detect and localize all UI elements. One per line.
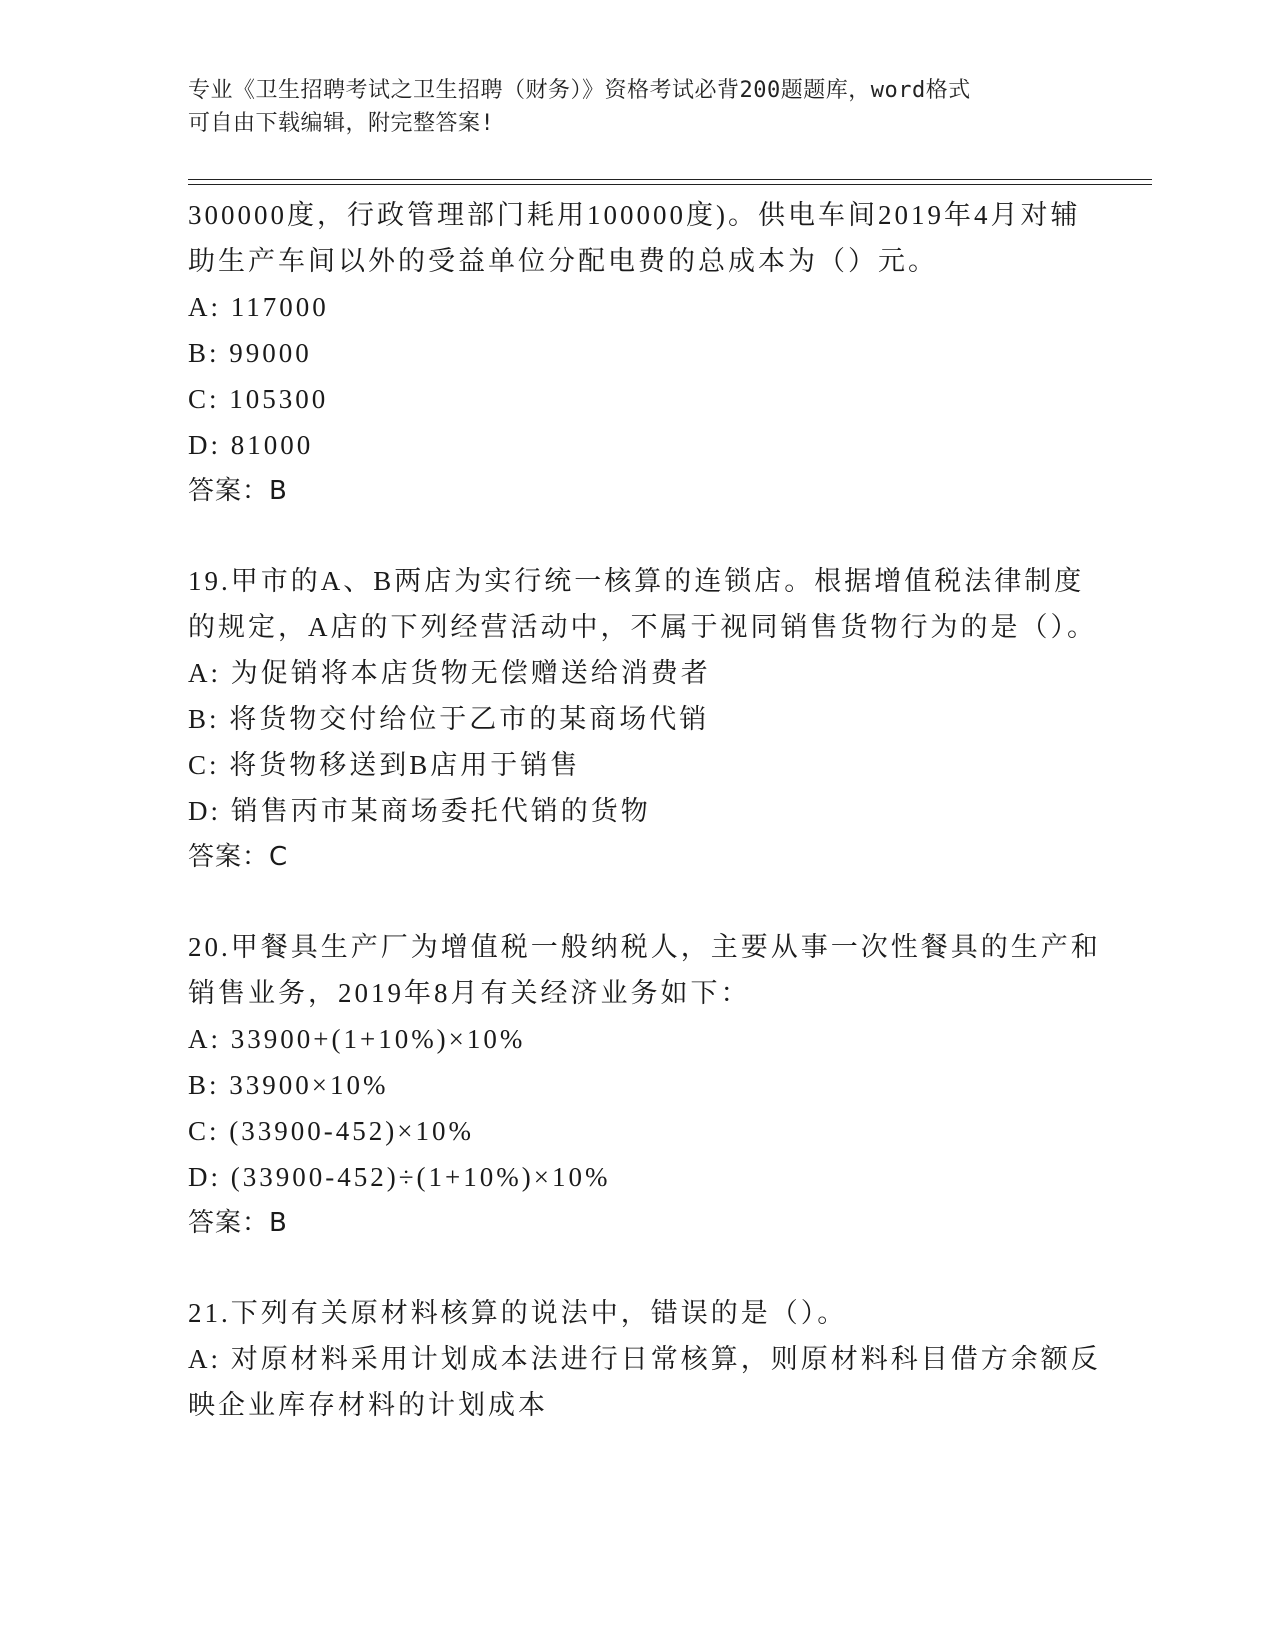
option-d: D: 销售丙市某商场委托代销的货物 — [188, 796, 651, 826]
answer: 答案：B — [188, 476, 288, 506]
question-text: 20.甲餐具生产厂为增值税一般纳税人，主要从事一次性餐具的生产和 — [188, 932, 1101, 962]
document-body — [188, 192, 1101, 1428]
header-line-1: 专业《卫生招聘考试之卫生招聘（财务）》资格考试必背200题题库，word格式 — [188, 78, 971, 103]
question-21 — [188, 1290, 1101, 1428]
question-text: 300000度，行政管理部门耗用100000度)。供电车间2019年4月对辅 — [188, 200, 1081, 230]
header-divider-top — [188, 179, 1152, 180]
option-c: C: 将货物移送到B店用于销售 — [188, 750, 581, 780]
option-d: D: 81000 — [188, 430, 314, 460]
option-d: D: (33900-452)÷(1+10%)×10% — [188, 1162, 611, 1192]
option-a: A: 为促销将本店货物无偿赠送给消费者 — [188, 658, 711, 688]
question-text: 助生产车间以外的受益单位分配电费的总成本为（）元。 — [188, 246, 938, 276]
question-text: 的规定，A店的下列经营活动中，不属于视同销售货物行为的是（）。 — [188, 612, 1097, 642]
option-c: C: (33900-452)×10% — [188, 1116, 474, 1146]
question-20 — [188, 924, 1101, 1246]
option-a-continued: 映企业库存材料的计划成本 — [188, 1390, 548, 1420]
document-header — [188, 74, 1088, 140]
option-b: B: 99000 — [188, 338, 312, 368]
header-line-2: 可自由下载编辑，附完整答案! — [188, 111, 495, 136]
option-b: B: 33900×10% — [188, 1070, 389, 1100]
option-b: B: 将货物交付给位于乙市的某商场代销 — [188, 704, 710, 734]
question-18 — [188, 192, 1088, 514]
question-text: 19.甲市的A、B两店为实行统一核算的连锁店。根据增值税法律制度 — [188, 566, 1085, 596]
answer: 答案：B — [188, 1208, 288, 1238]
spacer — [188, 514, 1088, 558]
spacer — [188, 1246, 1088, 1290]
question-text: 21.下列有关原材料核算的说法中，错误的是（）。 — [188, 1298, 848, 1328]
option-a: A: 对原材料采用计划成本法进行日常核算，则原材料科目借方余额反 — [188, 1344, 1101, 1374]
question-text: 销售业务，2019年8月有关经济业务如下： — [188, 978, 751, 1008]
answer: 答案：C — [188, 842, 289, 872]
header-divider-bottom — [188, 184, 1152, 185]
option-a: A: 33900+(1+10%)×10% — [188, 1024, 526, 1054]
spacer — [188, 880, 1088, 924]
question-19 — [188, 558, 1097, 880]
option-a: A: 117000 — [188, 292, 329, 322]
option-c: C: 105300 — [188, 384, 329, 414]
